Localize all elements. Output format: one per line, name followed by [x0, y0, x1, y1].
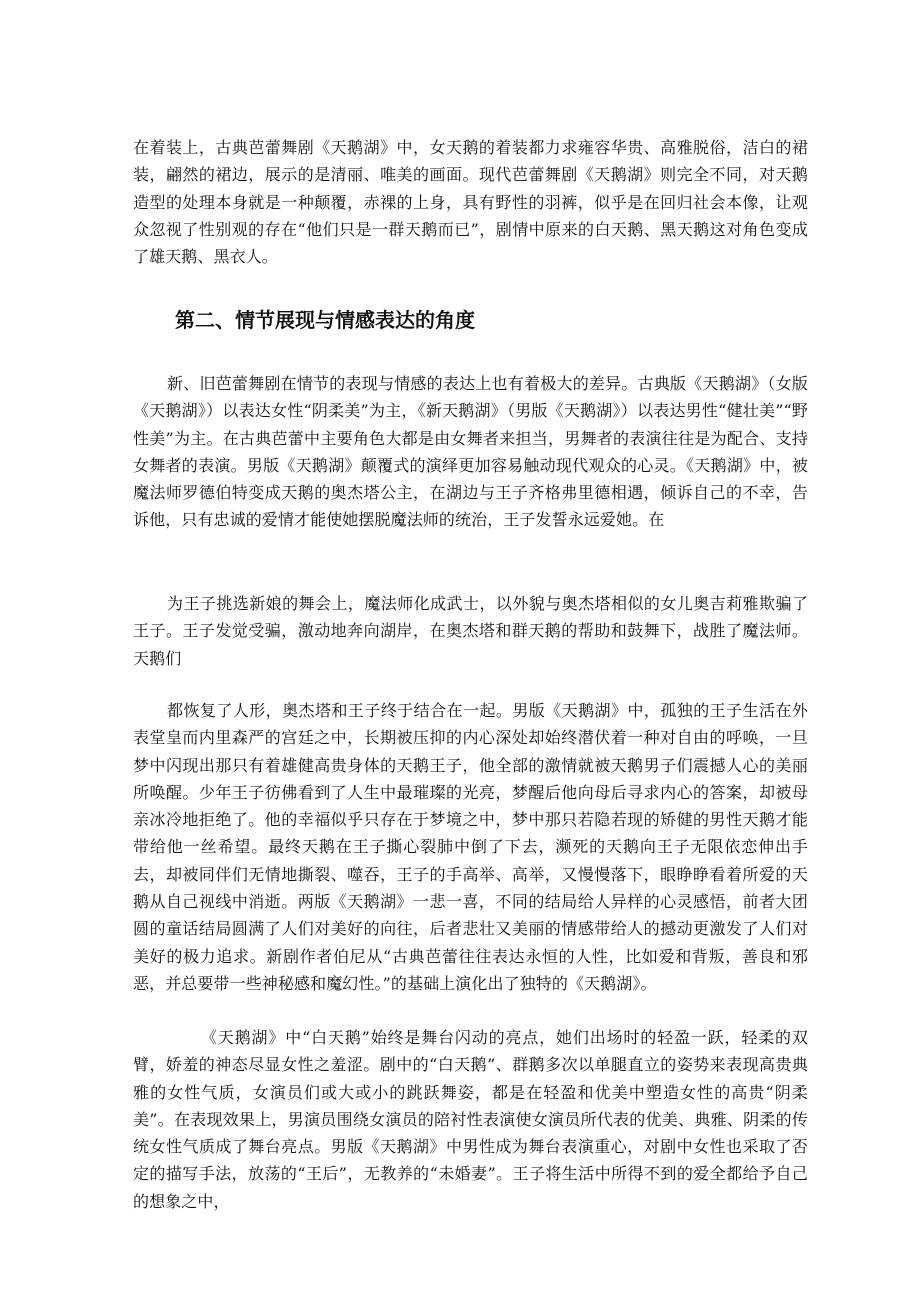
section-heading: 第二、情节展现与情感表达的角度: [175, 308, 475, 332]
paragraph-costume: 在着装上，古典芭蕾舞剧《天鹅湖》中，女天鹅的着装都力求雍容华贵、高雅脱俗，洁白的裙装，翩然的裙边，展示的是清丽、唯美的画面。现代芭蕾舞剧《天鹅湖》则完全不同，对天鹅造型的处理本身就是一种颠覆，赤裸的上身，具有野性的羽裤，似乎是在回归社会本像，让观众忽视了性别观的存在“他们只是一群天鹅而已”，剧情中原来的白天鹅、黑天鹅这对角色变成了雄天鹅、黑衣人。: [133, 138, 808, 267]
paragraph-plot-intro: 新、旧芭蕾舞剧在情节的表现与情感的表达上也有着极大的差异。古典版《天鹅湖》（女版《天鹅湖》）以表达女性“阴柔美”为主，《新天鹅湖》（男版《天鹅湖》）以表达男性“健壮美”“野性美”为主。在古典芭蕾中主要角色大都是由女舞者来担当，男舞者的表演往往是为配合、支持女舞者的表演。男版《天鹅湖》颠覆式的演绎更加容易触动现代观众的心灵。《天鹅湖》中，被魔法师罗德伯特变成天鹅的奥杰塔公主，在湖边与王子齐格弗里德相遇，倾诉自己的不幸，告诉他，只有忠诚的爱情才能使她摆脱魔法师的统治，王子发誓永远爱她。在: [133, 374, 808, 530]
paragraph-male-version: 都恢复了人形，奥杰塔和王子终于结合在一起。男版《天鹅湖》中，孤独的王子生活在外表堂皇而内里森严的宫廷之中，长期被压抑的内心深处却始终潜伏着一种对自由的呼唤，一旦梦中闪现出那只有着雄健高贵身体的天鹅王子，他全部的激情就被天鹅男子们震撼人心的美丽所唤醒。少年王子彷佛看到了人生中最璀璨的光亮，梦醒后他向母后寻求内心的答案，却被母亲冰冷地拒绝了。他的幸福似乎只存在于梦境之中，梦中那只若隐若现的矫健的男性天鹅才能带给他一丝希望。最终天鹅在王子撕心裂肺中倒了下去，濒死的天鹅向王子无限依恋伸出手去，却被同伴们无情地撕裂、噬吞，王子的手高举、高举，又慢慢落下，眼睁睁看着所爱的天鹅从自己视线中消逝。两版《天鹅湖》一悲一喜，不同的结局给人异样的心灵感悟，前者大团圆的童话结局圆满了人们对美好的向往，后者悲壮又美丽的情感带给人的撼动更激发了人们对美好的极力追求。新剧作者伯尼从“古典芭蕾往往表达永恒的人性，比如爱和背叛，善良和邪恶，并总要带一些神秘感和魔幻性。”的基础上演化出了独特的《天鹅湖》。: [133, 701, 808, 993]
paragraph-white-swan: 《天鹅湖》中“白天鹅”始终是舞台闪动的亮点，她们出场时的轻盈一跃，轻柔的双臂，娇羞的神态尽显女性之羞涩。剧中的“白天鹅”、群鹅多次以单腿直立的姿势来表现高贵典雅的女性气质，女演员们或大或小的跳跃舞姿，都是在轻盈和优美中塑造女性的高贵“阴柔美”。在表现效果上，男演员围绕女演员的陪衬性表演使女演员所代表的优美、典雅、阴柔的传统女性气质成了舞台亮点。男版《天鹅湖》中男性成为舞台表演重心，对剧中女性也采取了否定的描写手法，放荡的“王后”，无教养的“未婚妻”。王子将生活中所得不到的爱全都给予自己的想象之中，: [133, 1028, 808, 1211]
paragraph-ball: 为王子挑选新娘的舞会上，魔法师化成武士，以外貌与奥杰塔相似的女儿奥吉莉雅欺骗了王子。王子发觉受骗，激动地奔向湖岸，在奥杰塔和群天鹅的帮助和鼓舞下，战胜了魔法师。天鹅们: [133, 594, 808, 668]
